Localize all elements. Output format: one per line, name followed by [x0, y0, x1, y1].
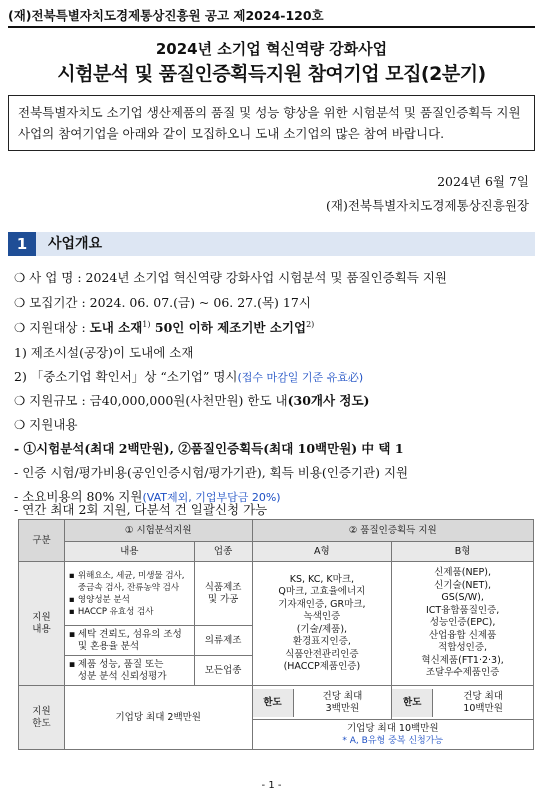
test-item: ▪ 영양성분 분석: [78, 594, 191, 606]
line-content-1: - ①시험분석(최대 2백만원), ②품질인증획득(최대 10백만원) 中 택 1: [14, 441, 404, 456]
test-items-3: [64, 656, 194, 686]
scale-prefix: ❍ 지원규모 : 금40,000,000원(사천만원) 한도 내: [14, 393, 288, 408]
line-target-note1: 1) 제조시설(공장)이 도내에 소재: [14, 345, 194, 360]
industry-1: 식품제조 및 가공: [194, 562, 252, 626]
target-sup1: 1): [142, 319, 151, 329]
line-scale: [14, 391, 369, 409]
section-label: 사업개요: [36, 232, 535, 256]
test-item: 및 혼용율 분석: [77, 640, 140, 652]
title-line1: 2024년 소기업 혁신역량 강화사업: [155, 40, 388, 58]
test-item: ▪ 제품 성능, 품질 또는: [78, 659, 191, 671]
test-item: 중금속 검사, 잔류농약 검사: [77, 582, 180, 593]
test-items-2: [64, 626, 194, 656]
row-label-content: 지원 내용: [19, 562, 65, 686]
line-content-2: - 인증 시험/평가비용(공인인증시험/평가기관), 획득 비용(인증기관) 지원: [14, 465, 409, 480]
limit-label-b: 한도: [392, 689, 433, 717]
test-item: 성분 분석 신뢰성평가: [77, 670, 167, 682]
th-type-b: B형: [392, 542, 534, 562]
type-a-content: KS, KC, K마크, Q마크, 고효율에너지 기자재인증, GR마크, 녹색인증 (기술/제품), 환경표지인증, 식품안전관리인증 (HACCP제품인증): [252, 562, 392, 686]
target-bold-a: 도내 소재: [89, 320, 143, 335]
section-header: [8, 232, 535, 256]
scale-bold: (30개사 정도): [287, 393, 370, 408]
line-target: [14, 318, 314, 336]
row-label-limit: 지원 한도: [19, 686, 65, 750]
content-3-blue: (VAT제외, 기업부담금 20%): [142, 491, 281, 504]
line-biz-name: ❍ 사 업 명 : 2024년 소기업 혁신역량 강화사업 시험분석 및 품질인증획득 지원: [14, 270, 448, 285]
line-target-note2: [14, 367, 363, 385]
content-3a: - 소요비용의 80% 지원: [14, 489, 143, 504]
target-prefix: ❍ 지원대상 :: [14, 320, 90, 335]
test-item: ▪ 위해요소, 세균, 미생물 검사,: [78, 570, 191, 582]
support-table: [18, 519, 534, 750]
limit-test: 기업당 최대 2백만원: [64, 686, 252, 750]
notice-header: (재)전북특별자치도경제통상진흥원 공고 제2024-120호: [8, 8, 324, 23]
target-bold-b: 50인 이하 제조기반 소기업: [150, 320, 307, 335]
limit-total: 기업당 최대 10백만원: [346, 722, 439, 734]
limit-a-cell: [252, 686, 392, 720]
target-sup2: 2): [306, 319, 315, 329]
page-number: - 1 -: [261, 780, 282, 791]
notice-date: 2024년 6월 7일: [437, 174, 529, 189]
limit-a: 건당 최대 3백만원: [322, 690, 363, 714]
limit-label-a: 한도: [253, 689, 294, 717]
th-test: ① 시험분석지원: [64, 520, 252, 542]
th-gubun: 구분: [19, 520, 65, 562]
section-number: 1: [8, 232, 36, 256]
line-content-4: - 연간 최대 2회 지원, 다분석 건 일괄신청 가능: [14, 502, 268, 517]
test-item: ▪ 세탁 견뢰도, 섬유의 조성: [78, 629, 191, 641]
th-content: 내용: [64, 542, 194, 562]
industry-3: 모든업종: [194, 656, 252, 686]
target-note2: 2) 「중소기업 확인서」상 “소기업” 명시: [14, 369, 238, 384]
limit-total-cell: [252, 720, 533, 750]
th-type-a: A형: [252, 542, 392, 562]
page-title: 시험분석 및 품질인증획득지원 참여기업 모집(2분기): [57, 63, 486, 85]
industry-2: 의류제조: [194, 626, 252, 656]
test-items-1: [64, 562, 194, 626]
target-note2-blue: (접수 마감일 기준 유효必): [237, 371, 364, 384]
limit-note: * A, B유형 중복 신청가능: [342, 735, 444, 746]
test-item: ▪ HACCP 유효성 검사: [78, 606, 191, 618]
issuer: (재)전북특별자치도경제통상진흥원장: [326, 198, 529, 213]
line-content-head: ❍ 지원내용: [14, 417, 78, 432]
limit-b-cell: [392, 686, 534, 720]
line-period: ❍ 모집기간 : 2024. 06. 07.(금) ~ 06. 27.(목) 17시: [14, 295, 311, 310]
limit-b: 건당 최대 10백만원: [463, 690, 503, 714]
intro-box: 전북특별자치도 소기업 생산제품의 품질 및 성능 향상을 위한 시험분석 및 품질인증획득 지원사업의 참여기업을 아래와 같이 모집하오니 도내 소기업의 많은 참여 바랍니다.: [8, 95, 535, 151]
header-rule: [8, 26, 535, 28]
type-b-content: 신제품(NEP), 신기술(NET), GS(S/W), ICT융합품질인증, 성능인증(EPC), 산업융합 신제품 적합성인증, 혁신제품(FT1·2·3), 조달우수제품인증: [392, 562, 534, 686]
th-cert: ② 품질인증획득 지원: [252, 520, 533, 542]
th-industry: 업종: [194, 542, 252, 562]
